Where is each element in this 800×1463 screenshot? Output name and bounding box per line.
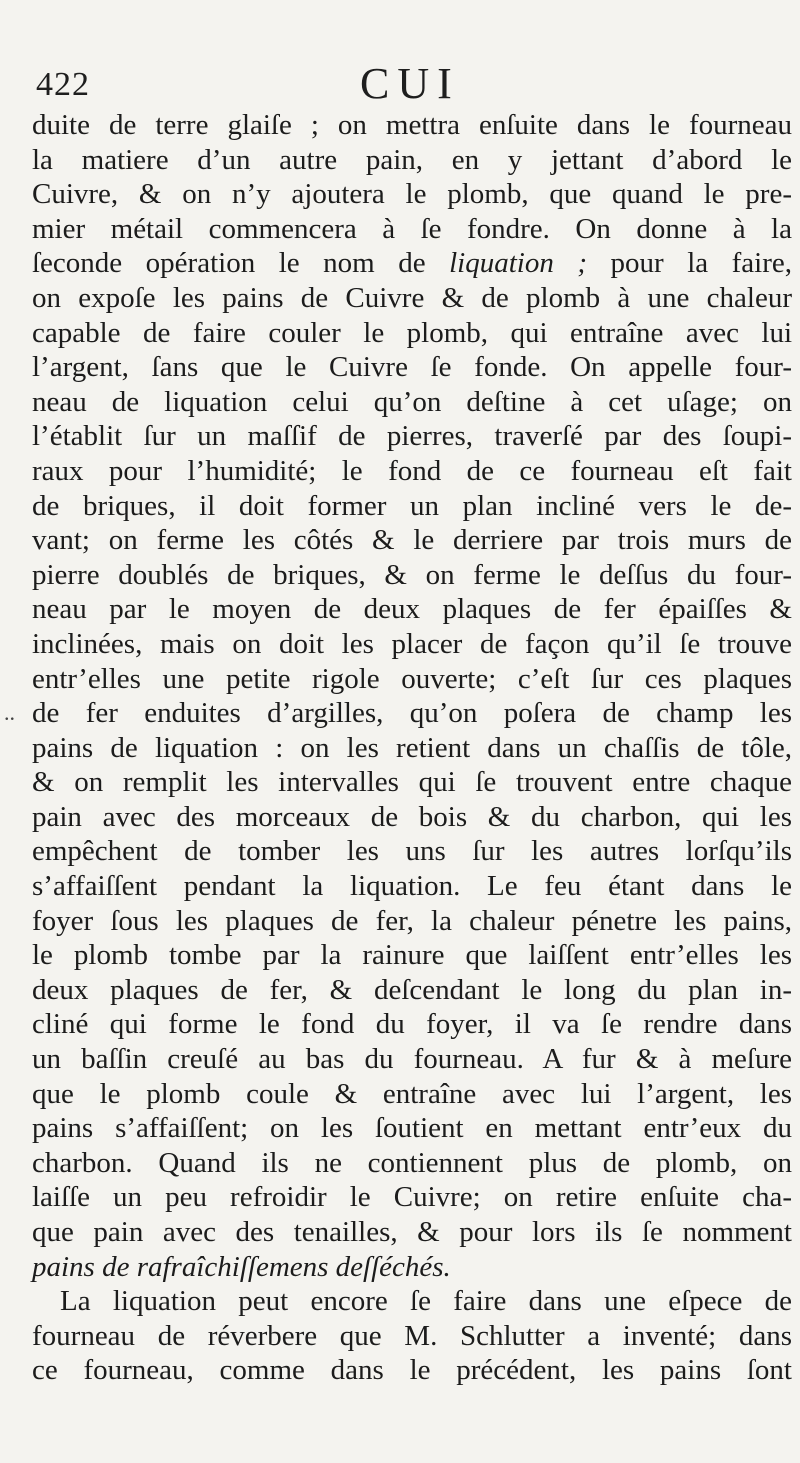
text-line: fourneau de réverbere que M. Schlutter a inventé; dans xyxy=(32,1319,792,1352)
text-line: l’argent, ſans que le Cuivre ſe fonde. On appelle four- xyxy=(32,351,792,384)
text-line: pierre doublés de briques, & on ferme le deſſus du four- xyxy=(32,558,792,591)
text-line: mier métail commencera à ſe fondre. On donne à la xyxy=(32,212,792,245)
text-line: empêchent de tomber les uns ſur les autres lorſqu’ils xyxy=(32,835,792,868)
text-line: laiſſe un peu refroidir le Cuivre; on retire enſuite cha- xyxy=(32,1181,792,1214)
text-line: duite de terre glaiſe ; on mettra enſuite dans le fourneau xyxy=(32,109,792,141)
text-segment: ſeconde opération le nom de xyxy=(32,247,426,280)
text-line: deux plaques de fer, & deſcendant le long du plan in- xyxy=(32,973,792,1006)
italic-term-liquation: liquation ; xyxy=(449,247,588,280)
text-line: pains s’affaiſſent; on les ſoutient en mettant entr’eux du xyxy=(32,1112,792,1145)
text-line: foyer ſous les plaques de fer, la chaleur pénetre les pains, xyxy=(32,904,792,937)
text-line: vant; on ferme les côtés & le derriere par trois murs de xyxy=(32,524,792,557)
text-line: neau par le moyen de deux plaques de fer épaiſſes & xyxy=(32,593,792,626)
text-line: ce fourneau, comme dans le précédent, les pains ſont xyxy=(32,1354,792,1387)
text-line: cliné qui forme le fond du foyer, il va ſe rendre dans xyxy=(32,1008,792,1041)
text-line: un baſſin creuſé au bas du fourneau. A fur & à meſure xyxy=(32,1043,792,1076)
text-line: que le plomb coule & entraîne avec lui l’argent, les xyxy=(32,1077,792,1110)
text-line: le plomb tombe par la rainure que laiſſent entr’elles les xyxy=(32,939,792,972)
text-line-with-italic xyxy=(32,246,792,281)
italic-line xyxy=(32,1250,792,1285)
text-line: Cuivre, & on n’y ajoutera le plomb, que quand le pre- xyxy=(32,178,792,211)
text-line: pains de liquation : on les retient dans un chaſſis de tôle, xyxy=(32,731,792,764)
text-line: & on remplit les intervalles qui ſe trouvent entre chaque xyxy=(32,766,792,799)
text-line: la matiere d’un autre pain, en y jettant d’abord le xyxy=(32,143,792,176)
italic-term-pains: pains de rafraîchiſſemens deſſéchés. xyxy=(32,1250,451,1283)
running-head: CUI xyxy=(360,59,460,108)
text-line: on expoſe les pains de Cuivre & de plomb à une chaleur xyxy=(32,281,792,314)
body-text xyxy=(32,108,792,1388)
page-number: 422 xyxy=(36,66,90,103)
text-segment: pour la faire, xyxy=(610,247,793,280)
text-line: charbon. Quand ils ne contiennent plus de plomb, on xyxy=(32,1146,792,1179)
text-line: entr’elles une petite rigole ouverte; c’eſt ſur ces plaques xyxy=(32,662,792,695)
text-line: neau de liquation celui qu’on deſtine à cet uſage; on xyxy=(32,385,792,418)
margin-mark: .. xyxy=(4,700,15,725)
text-line: l’établit ſur un maſſif de pierres, traverſé par des ſoupi- xyxy=(32,420,792,453)
text-line: raux pour l’humidité; le fond de ce fourneau eſt fait xyxy=(32,454,792,487)
text-line: pain avec des morceaux de bois & du charbon, qui les xyxy=(32,800,792,833)
text-line: de briques, il doit former un plan incliné vers le de- xyxy=(32,489,792,522)
text-line: que pain avec des tenailles, & pour lors ils ſe nomment xyxy=(32,1216,792,1248)
text-line: capable de faire couler le plomb, qui entraîne avec lui xyxy=(32,316,792,349)
paragraph-start-line: La liquation peut encore ſe faire dans une eſpece de xyxy=(60,1285,792,1318)
text-line: inclinées, mais on doit les placer de façon qu’il ſe trouve xyxy=(32,627,792,660)
text-line: s’affaiſſent pendant la liquation. Le feu étant dans le xyxy=(32,870,792,903)
text-line: de fer enduites d’argilles, qu’on poſera de champ les xyxy=(32,697,792,730)
